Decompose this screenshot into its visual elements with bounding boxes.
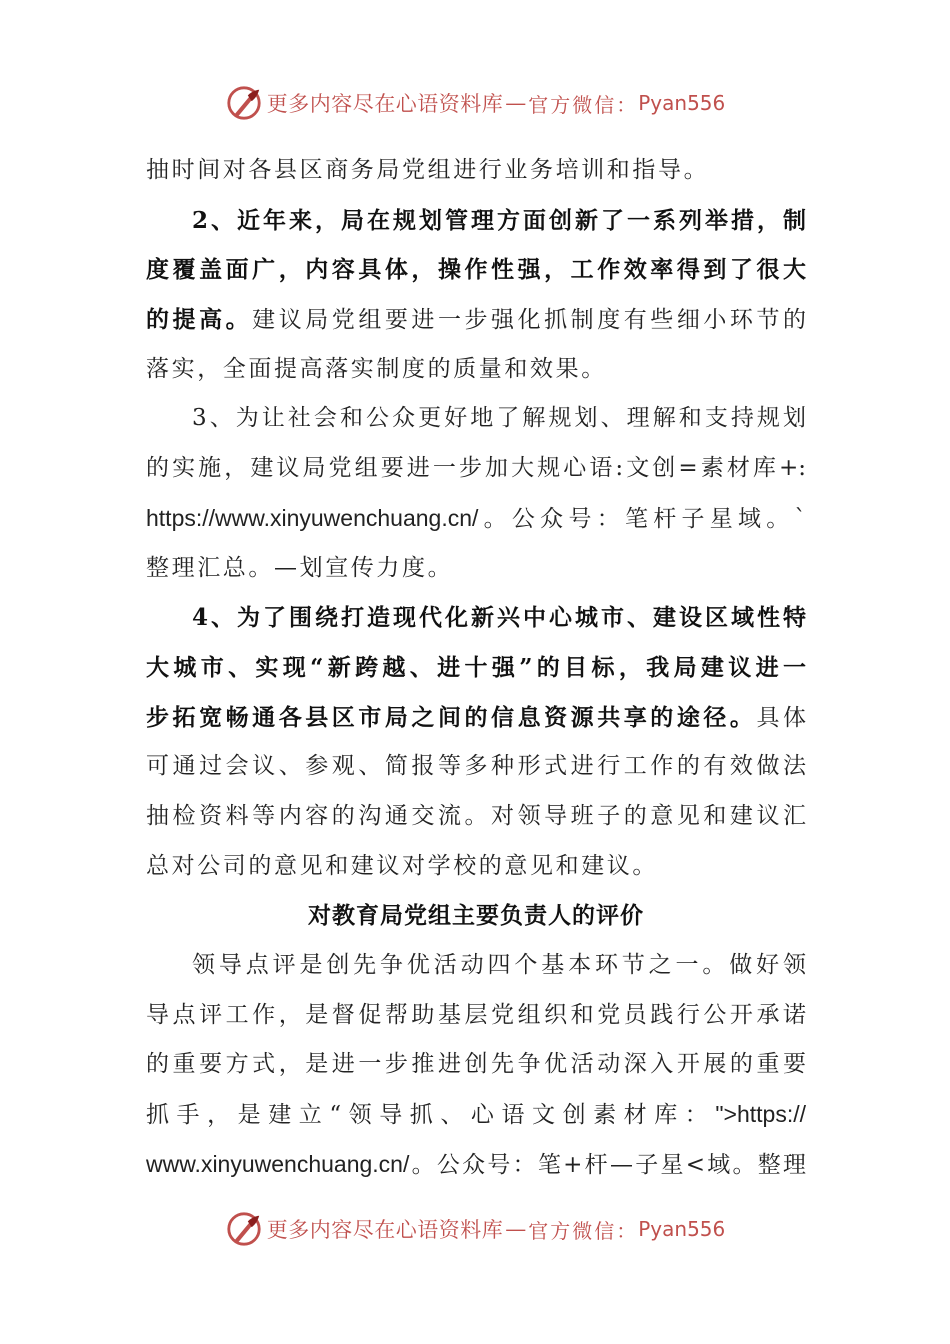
text-line: 落实，全面提高落实制度的质量和效果。 (146, 355, 607, 382)
text-line: 度覆盖面广，内容具体，操作性强，工作效率得到了很大 (146, 256, 806, 284)
text-line: 导点评工作，是督促帮助基层党组织和党员践行公开承诺 (146, 1001, 806, 1028)
text-line: 整理汇总。—划宣传力度。 (146, 554, 454, 581)
text-line: 领导点评是创先争优活动四个基本环节之一。做好领 (192, 952, 806, 978)
bold-text: 的提高。 (146, 306, 253, 334)
text-line: 总对公司的意见和建议对学校的意见和建议。 (146, 852, 658, 879)
text-line: 抽检资料等内容的沟通交流。对领导班子的意见和建议汇 (146, 802, 806, 829)
text-line: 大城市、实现“新跨越、进十强”的目标，我局建议进一 (146, 653, 806, 681)
text-span: 抓手，是建立“领导抓、心语文创素材库： (146, 1102, 716, 1129)
text-span: 具体 (756, 704, 806, 731)
text-span: 。公众号：笔杆子星域。` (478, 505, 806, 532)
bold-text: 步拓宽畅通各县区市局之间的信息资源共享的途径。 (146, 703, 757, 731)
text-line (146, 693, 806, 743)
banner-wechat-label: 官方微信： (528, 1218, 639, 1243)
url-text: https://www.xinyuwenchuang.cn/ (146, 504, 479, 531)
text-line (146, 295, 806, 345)
text-line (146, 494, 806, 544)
banner-separator: — (505, 1217, 527, 1241)
text-line (146, 1140, 806, 1190)
banner-title: 更多内容尽在心语资料库 (266, 1218, 504, 1242)
header-banner (0, 83, 950, 123)
document-body (146, 146, 806, 1189)
footer-banner (0, 1209, 950, 1249)
text-line: 2、近年来，局在规划管理方面创新了一系列举措，制 (192, 206, 806, 234)
url-text: www.xinyuwenchuang.cn/ (146, 1150, 410, 1177)
text-span: 建议局党组要进一步强化抓制度有些细小环节的 (252, 307, 806, 334)
text-line: 可通过会议、参观、简报等多种形式进行工作的有效做法 (146, 753, 806, 780)
banner-separator: — (505, 91, 527, 115)
url-text: ">https:// (715, 1101, 806, 1128)
banner-title: 更多内容尽在心语资料库 (266, 92, 504, 116)
text-line: 的重要方式，是进一步推进创先争优活动深入开展的重要 (146, 1051, 806, 1078)
text-line: 的实施，建议局党组要进一步加大规心语:文创=素材库+: (146, 455, 806, 482)
text-line (146, 1090, 806, 1140)
banner-wechat-label: 官方微信： (528, 92, 639, 117)
text-line: 4、为了围绕打造现代化新兴中心城市、建设区域性特 (192, 604, 806, 632)
quill-pen-logo-icon (225, 84, 263, 122)
text-line: 3、为让社会和公众更好地了解规划、理解和支持规划 (192, 405, 806, 432)
banner-wechat-id: Pyan556 (638, 91, 726, 115)
section-title: 对教育局党组主要负责人的评价 (308, 902, 644, 930)
text-span: 。公众号：笔+杆—子星<域。整理 (409, 1151, 806, 1178)
quill-pen-logo-icon (225, 1210, 263, 1248)
text-line: 抽时间对各县区商务局党组进行业务培训和指导。 (146, 157, 710, 183)
banner-wechat-id: Pyan556 (638, 1217, 726, 1241)
